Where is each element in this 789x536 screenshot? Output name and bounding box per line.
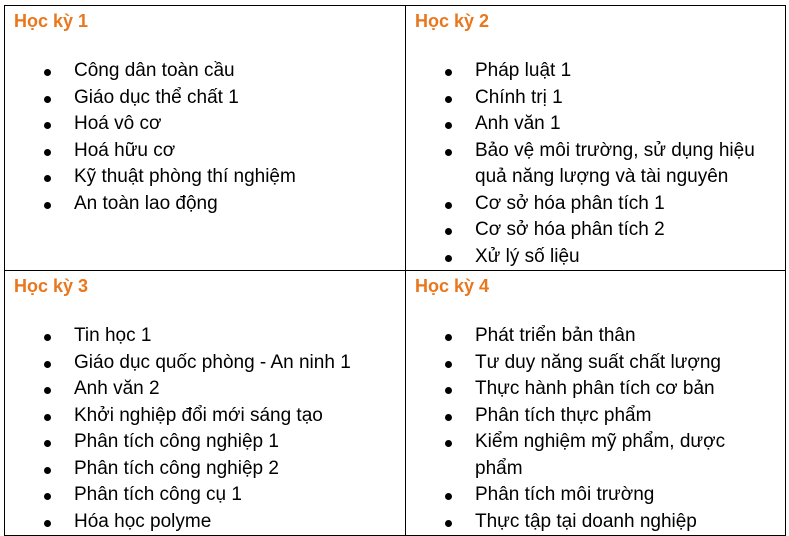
course-name: Giáo dục quốc phòng - An ninh 1 — [74, 351, 351, 373]
course-name: Anh văn 2 — [74, 378, 160, 399]
course-item — [415, 350, 776, 377]
course-item — [415, 85, 776, 112]
course-name: Thực tập tại doanh nghiệp — [475, 510, 697, 532]
course-item — [14, 85, 396, 112]
course-item — [14, 456, 396, 483]
bullet-icon — [445, 414, 452, 421]
course-name: Phân tích môi trường — [475, 484, 655, 505]
semester-title: Học kỳ 2 — [415, 11, 490, 31]
course-name: Chính trị 1 — [475, 86, 563, 108]
course-name: Pháp luật 1 — [475, 60, 572, 81]
bullet-icon — [44, 175, 51, 182]
course-name: Giáo dục thể chất 1 — [74, 86, 239, 108]
course-name: Phân tích công nghiệp 2 — [74, 457, 279, 479]
bullet-icon — [44, 520, 51, 527]
course-list — [415, 323, 776, 535]
bullet-icon — [44, 122, 51, 129]
course-name: Công dân toàn cầu — [74, 60, 235, 81]
course-name: Khởi nghiệp đổi mới sáng tạo — [74, 404, 323, 426]
bullet-icon — [445, 361, 452, 368]
course-item — [14, 403, 396, 430]
course-item — [14, 350, 396, 377]
course-name: Cơ sở hóa phân tích 1 — [475, 192, 665, 214]
course-item — [415, 58, 776, 85]
course-item — [415, 244, 776, 271]
course-item — [415, 403, 776, 430]
course-name: Phân tích công cụ 1 — [74, 484, 242, 505]
course-name: Hoá vô cơ — [74, 113, 162, 134]
course-item — [14, 58, 396, 85]
course-item — [14, 376, 396, 403]
course-item — [14, 323, 396, 350]
course-name: Tin học 1 — [74, 325, 152, 346]
course-name: Hóa học polyme — [74, 510, 212, 532]
bullet-icon — [445, 149, 452, 156]
bullet-icon — [44, 493, 51, 500]
course-list — [14, 58, 396, 217]
bullet-icon — [445, 96, 452, 103]
bullet-icon — [44, 69, 51, 76]
course-item — [14, 191, 396, 218]
course-item — [415, 191, 776, 218]
semester-title: Học kỳ 4 — [415, 276, 490, 296]
semester-cell-4 — [406, 271, 786, 536]
course-name: Phân tích thực phẩm — [475, 404, 652, 426]
course-item — [415, 482, 776, 509]
course-item — [14, 138, 396, 165]
course-name: Phân tích công nghiệp 1 — [74, 431, 279, 452]
course-list — [14, 323, 396, 535]
bullet-icon — [445, 334, 452, 341]
course-item — [415, 509, 776, 536]
bullet-icon — [44, 96, 51, 103]
bullet-icon — [44, 387, 51, 394]
course-item — [14, 509, 396, 536]
bullet-icon — [44, 202, 51, 209]
course-item — [415, 217, 776, 244]
course-name: Xử lý số liệu — [475, 245, 580, 267]
course-name: Kỹ thuật phòng thí nghiệm — [74, 166, 296, 187]
course-list — [415, 58, 776, 270]
bullet-icon — [445, 520, 452, 527]
bullet-icon — [445, 387, 452, 394]
bullet-icon — [44, 414, 51, 421]
course-item — [415, 323, 776, 350]
course-item — [14, 429, 396, 456]
course-name: Tư duy năng suất chất lượng — [475, 351, 721, 373]
bullet-icon — [445, 493, 452, 500]
course-name: Hoá hữu cơ — [74, 139, 176, 161]
semester-table — [4, 5, 786, 536]
course-name: An toàn lao động — [74, 192, 218, 214]
bullet-icon — [445, 69, 452, 76]
course-item — [415, 111, 776, 138]
course-name: Kiểm nghiệm mỹ phẩm, dược phẩm — [475, 431, 726, 479]
semester-title: Học kỳ 3 — [14, 276, 89, 296]
bullet-icon — [44, 334, 51, 341]
bullet-icon — [445, 122, 452, 129]
course-item — [415, 429, 776, 482]
course-name: Cơ sở hóa phân tích 2 — [475, 219, 665, 240]
course-item — [14, 111, 396, 138]
bullet-icon — [445, 255, 452, 262]
course-name: Phát triển bản thân — [475, 325, 636, 346]
course-item — [415, 376, 776, 403]
course-name: Anh văn 1 — [475, 113, 561, 134]
course-name: Thực hành phân tích cơ bản — [475, 378, 715, 399]
course-item — [14, 164, 396, 191]
bullet-icon — [44, 149, 51, 156]
bullet-icon — [445, 202, 452, 209]
bullet-icon — [44, 440, 51, 447]
bullet-icon — [44, 467, 51, 474]
semester-cell-3 — [5, 271, 406, 536]
course-item — [415, 138, 776, 191]
semester-title: Học kỳ 1 — [14, 11, 89, 31]
course-name: Bảo vệ môi trường, sử dụng hiệu quả năng lượng và tài nguyên — [475, 139, 755, 187]
course-item — [14, 482, 396, 509]
bullet-icon — [445, 228, 452, 235]
semester-cell-2 — [406, 6, 786, 271]
semester-cell-1 — [5, 6, 406, 271]
bullet-icon — [44, 361, 51, 368]
bullet-icon — [445, 440, 452, 447]
